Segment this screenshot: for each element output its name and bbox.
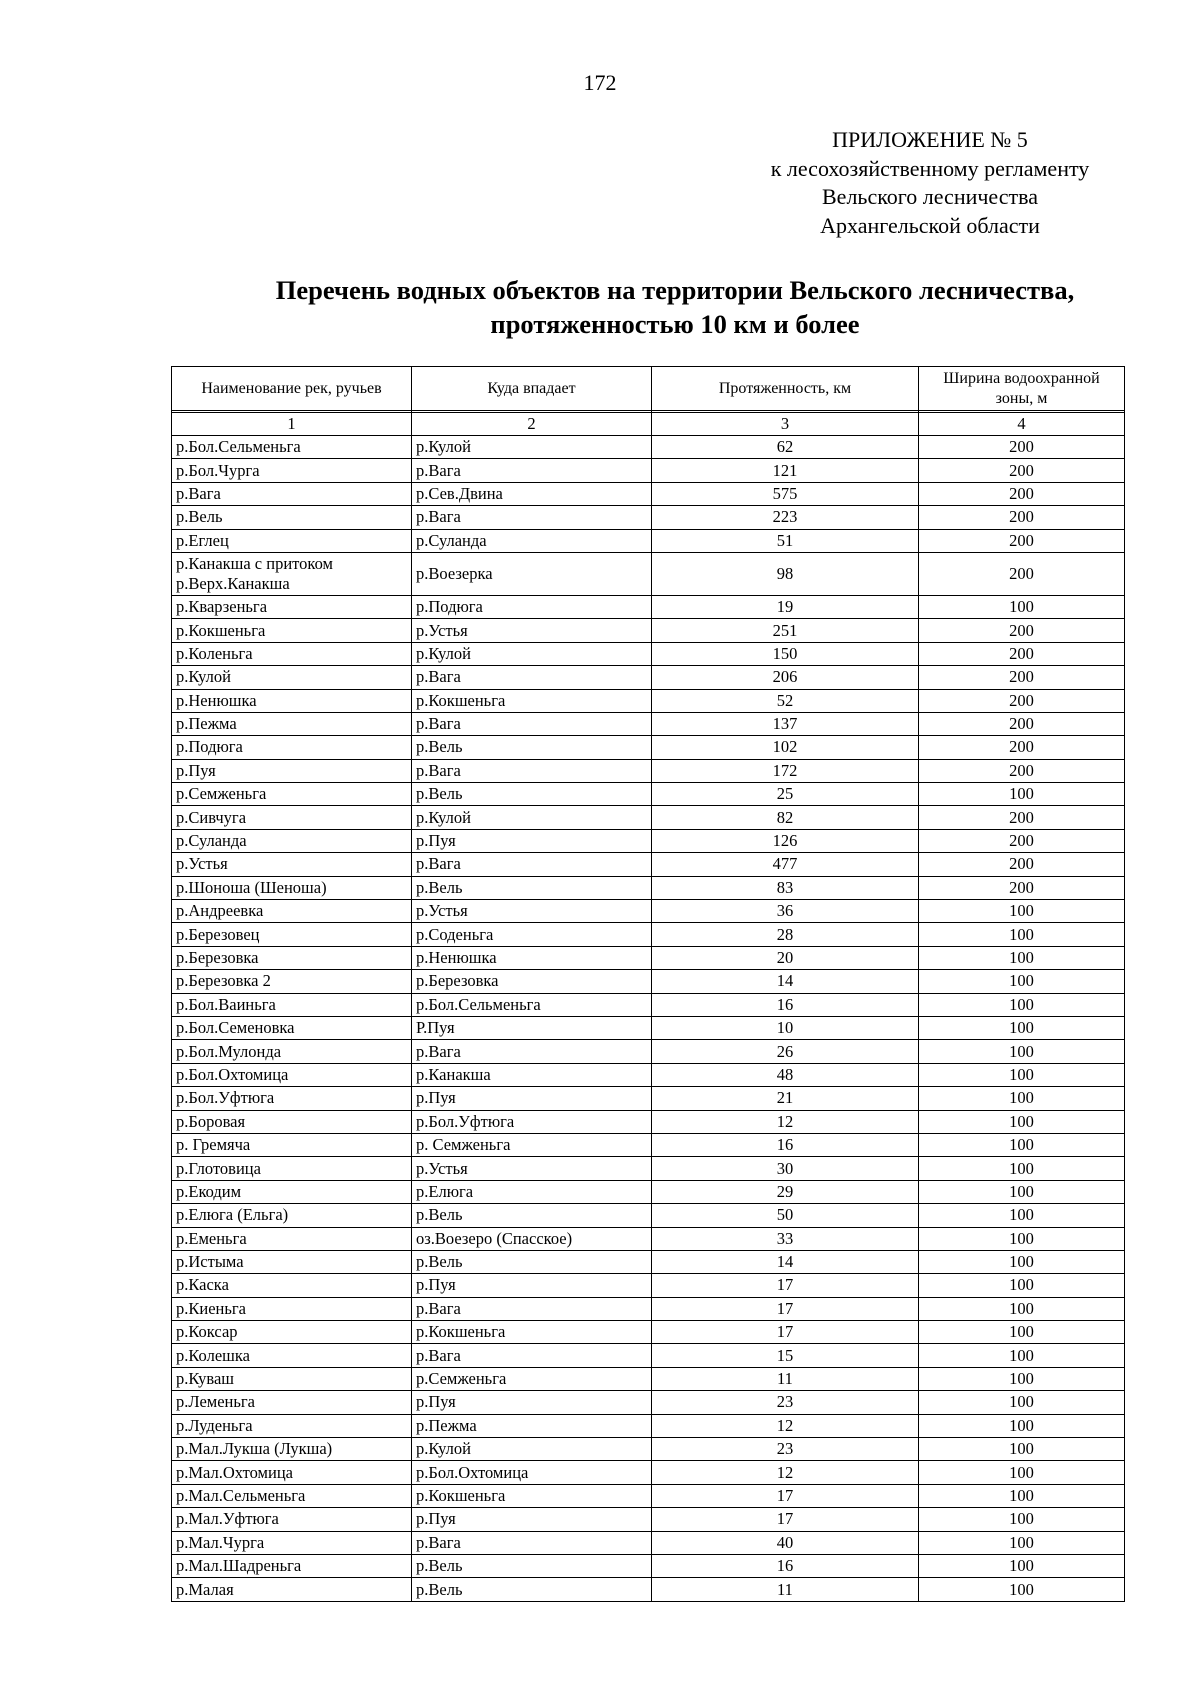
water-object-name: р.Пежма [172, 712, 412, 735]
flows-into: р.Пуя [412, 1508, 652, 1531]
flows-into: р.Устья [412, 1157, 652, 1180]
column-number-row [172, 413, 1125, 436]
length-km: 98 [652, 552, 919, 595]
protection-zone-width: 100 [919, 1180, 1125, 1203]
column-header-length: Протяженность, км [652, 367, 919, 411]
flows-into: р.Вага [412, 712, 652, 735]
length-km: 30 [652, 1157, 919, 1180]
table-row [172, 970, 1125, 993]
length-km: 50 [652, 1204, 919, 1227]
table-row [172, 1367, 1125, 1390]
flows-into: р.Вага [412, 1040, 652, 1063]
protection-zone-width: 200 [919, 853, 1125, 876]
document-title-line: протяженностью 10 км и более [490, 309, 860, 339]
column-header-zone-width: Ширина водоохранной зоны, м [919, 367, 1125, 411]
table-row [172, 993, 1125, 1016]
length-km: 251 [652, 619, 919, 642]
table-row [172, 1438, 1125, 1461]
flows-into: р.Березовка [412, 970, 652, 993]
protection-zone-width: 100 [919, 1438, 1125, 1461]
protection-zone-width: 200 [919, 529, 1125, 552]
water-object-name: р.Березовец [172, 923, 412, 946]
water-object-name: р.Кварзеньга [172, 595, 412, 618]
length-km: 15 [652, 1344, 919, 1367]
length-km: 17 [652, 1297, 919, 1320]
table-row [172, 1578, 1125, 1601]
length-km: 223 [652, 506, 919, 529]
protection-zone-width: 100 [919, 1508, 1125, 1531]
protection-zone-width: 100 [919, 1531, 1125, 1554]
protection-zone-width: 200 [919, 689, 1125, 712]
length-km: 19 [652, 595, 919, 618]
water-object-name: р. Гремяча [172, 1133, 412, 1156]
length-km: 52 [652, 689, 919, 712]
water-object-name: р.Мал.Сельменьга [172, 1484, 412, 1507]
flows-into: р.Вель [412, 1204, 652, 1227]
table-row [172, 1531, 1125, 1554]
protection-zone-width: 100 [919, 1297, 1125, 1320]
table-row [172, 619, 1125, 642]
length-km: 36 [652, 900, 919, 923]
table-row [172, 876, 1125, 899]
table-row [172, 529, 1125, 552]
water-object-name: р.Бол.Сельменьга [172, 436, 412, 459]
length-km: 477 [652, 853, 919, 876]
flows-into: р.Вага [412, 759, 652, 782]
table-row [172, 829, 1125, 852]
table-row [172, 1297, 1125, 1320]
length-km: 150 [652, 642, 919, 665]
column-number: 4 [919, 413, 1125, 436]
flows-into: р. Семженьга [412, 1133, 652, 1156]
flows-into: р.Пуя [412, 1087, 652, 1110]
flows-into: р.Вага [412, 506, 652, 529]
water-object-name: р.Куваш [172, 1367, 412, 1390]
protection-zone-width: 100 [919, 1063, 1125, 1086]
flows-into: р.Вель [412, 876, 652, 899]
water-object-name: р.Леменьга [172, 1391, 412, 1414]
length-km: 40 [652, 1531, 919, 1554]
flows-into: р.Вага [412, 1531, 652, 1554]
table-row [172, 759, 1125, 782]
length-km: 17 [652, 1508, 919, 1531]
length-km: 62 [652, 436, 919, 459]
water-object-name: р.Мал.Шадреньга [172, 1554, 412, 1577]
protection-zone-width: 100 [919, 1204, 1125, 1227]
flows-into: р.Устья [412, 619, 652, 642]
table-row [172, 946, 1125, 969]
water-object-name: р.Андреевка [172, 900, 412, 923]
protection-zone-width: 200 [919, 876, 1125, 899]
water-object-name: р.Ненюшка [172, 689, 412, 712]
table-row [172, 436, 1125, 459]
water-object-name: р.Луденьга [172, 1414, 412, 1437]
water-object-name: р.Канакша с притоком р.Верх.Канакша [172, 552, 412, 595]
table-row [172, 1157, 1125, 1180]
flows-into: р.Вага [412, 1297, 652, 1320]
protection-zone-width: 100 [919, 1367, 1125, 1390]
protection-zone-width: 100 [919, 1344, 1125, 1367]
water-object-name: р.Мал.Лукша (Лукша) [172, 1438, 412, 1461]
flows-into: р.Кокшеньга [412, 689, 652, 712]
flows-into: р.Вель [412, 1578, 652, 1601]
table-row [172, 1414, 1125, 1437]
protection-zone-width: 100 [919, 595, 1125, 618]
flows-into: Р.Пуя [412, 1016, 652, 1039]
flows-into: р.Устья [412, 900, 652, 923]
water-object-name: р.Малая [172, 1578, 412, 1601]
table-row [172, 1508, 1125, 1531]
length-km: 172 [652, 759, 919, 782]
flows-into: р.Подюга [412, 595, 652, 618]
document-title-line: Перечень водных объектов на территории Вельского лесничества, [275, 275, 1075, 305]
protection-zone-width: 100 [919, 783, 1125, 806]
protection-zone-width: 100 [919, 1110, 1125, 1133]
protection-zone-width: 100 [919, 1040, 1125, 1063]
protection-zone-width: 100 [919, 1157, 1125, 1180]
water-object-name: р.Еглец [172, 529, 412, 552]
length-km: 51 [652, 529, 919, 552]
length-km: 28 [652, 923, 919, 946]
protection-zone-width: 200 [919, 436, 1125, 459]
page-number: 172 [583, 70, 617, 95]
water-object-name: р.Вага [172, 482, 412, 505]
flows-into: р.Вага [412, 459, 652, 482]
water-object-name: р.Устья [172, 853, 412, 876]
water-object-name: р.Бол.Ваиньга [172, 993, 412, 1016]
flows-into: р.Кокшеньга [412, 1484, 652, 1507]
water-object-name: р.Пуя [172, 759, 412, 782]
table-row [172, 736, 1125, 759]
length-km: 83 [652, 876, 919, 899]
water-object-name: р.Шоноша (Шеноша) [172, 876, 412, 899]
length-km: 11 [652, 1578, 919, 1601]
water-object-name: р.Киеньга [172, 1297, 412, 1320]
length-km: 21 [652, 1087, 919, 1110]
appendix-header [740, 126, 1120, 240]
protection-zone-width: 100 [919, 1554, 1125, 1577]
appendix-line: к лесохозяйственному регламенту [770, 155, 1090, 181]
water-object-name: р.Бол.Семеновка [172, 1016, 412, 1039]
water-object-name: р.Мал.Охтомица [172, 1461, 412, 1484]
length-km: 126 [652, 829, 919, 852]
length-km: 12 [652, 1110, 919, 1133]
flows-into: р.Бол.Сельменьга [412, 993, 652, 1016]
flows-into: р.Кокшеньга [412, 1321, 652, 1344]
protection-zone-width: 200 [919, 806, 1125, 829]
protection-zone-width: 200 [919, 666, 1125, 689]
table-row [172, 1484, 1125, 1507]
protection-zone-width: 100 [919, 1391, 1125, 1414]
column-number: 3 [652, 413, 919, 436]
length-km: 10 [652, 1016, 919, 1039]
flows-into: р.Пуя [412, 1274, 652, 1297]
water-object-name: р.Коксар [172, 1321, 412, 1344]
table-row [172, 1250, 1125, 1273]
water-object-name: р.Семженьга [172, 783, 412, 806]
length-km: 20 [652, 946, 919, 969]
flows-into: р.Кулой [412, 806, 652, 829]
table-row [172, 552, 1125, 595]
length-km: 23 [652, 1391, 919, 1414]
length-km: 14 [652, 970, 919, 993]
protection-zone-width: 100 [919, 900, 1125, 923]
flows-into: р.Вага [412, 666, 652, 689]
flows-into: р.Бол.Уфтюга [412, 1110, 652, 1133]
flows-into: р.Пуя [412, 829, 652, 852]
table-row [172, 506, 1125, 529]
flows-into: р.Ненюшка [412, 946, 652, 969]
table-row [172, 900, 1125, 923]
water-object-name: р.Истыма [172, 1250, 412, 1273]
table-row [172, 689, 1125, 712]
water-object-name: р.Березовка [172, 946, 412, 969]
table-row [172, 1344, 1125, 1367]
protection-zone-width: 100 [919, 1484, 1125, 1507]
water-object-name: р.Суланда [172, 829, 412, 852]
table-row [172, 1554, 1125, 1577]
length-km: 48 [652, 1063, 919, 1086]
table-row [172, 1087, 1125, 1110]
table-row [172, 1110, 1125, 1133]
protection-zone-width: 200 [919, 642, 1125, 665]
length-km: 16 [652, 1133, 919, 1156]
document-title [170, 273, 1180, 341]
water-object-name: р.Бол.Охтомица [172, 1063, 412, 1086]
water-object-name: р.Екодим [172, 1180, 412, 1203]
flows-into: р.Суланда [412, 529, 652, 552]
table-row [172, 482, 1125, 505]
flows-into: р.Вель [412, 1554, 652, 1577]
table-row [172, 459, 1125, 482]
table-row [172, 806, 1125, 829]
column-header-outflow: Куда впадает [412, 367, 652, 411]
water-object-name: р.Колешка [172, 1344, 412, 1367]
water-object-name: р.Вель [172, 506, 412, 529]
protection-zone-width: 100 [919, 1087, 1125, 1110]
length-km: 14 [652, 1250, 919, 1273]
flows-into: р.Кулой [412, 642, 652, 665]
flows-into: р.Вель [412, 783, 652, 806]
table-row [172, 1461, 1125, 1484]
protection-zone-width: 100 [919, 923, 1125, 946]
protection-zone-width: 100 [919, 1461, 1125, 1484]
length-km: 206 [652, 666, 919, 689]
water-object-name: р.Кокшеньга [172, 619, 412, 642]
water-object-name: р.Сивчуга [172, 806, 412, 829]
table-row [172, 1227, 1125, 1250]
protection-zone-width: 200 [919, 619, 1125, 642]
appendix-line: Архангельской области [820, 212, 1040, 238]
table-row [172, 595, 1125, 618]
table-row [172, 712, 1125, 735]
flows-into: р.Вель [412, 1250, 652, 1273]
table-header-row [172, 367, 1125, 411]
water-object-name: р.Елюга (Ельга) [172, 1204, 412, 1227]
length-km: 29 [652, 1180, 919, 1203]
table-row [172, 853, 1125, 876]
column-number: 1 [172, 413, 412, 436]
water-object-name: р.Березовка 2 [172, 970, 412, 993]
column-header-name: Наименование рек, ручьев [172, 367, 412, 411]
table-row [172, 1040, 1125, 1063]
protection-zone-width: 100 [919, 1578, 1125, 1601]
protection-zone-width: 200 [919, 506, 1125, 529]
water-object-name: р.Бол.Мулонда [172, 1040, 412, 1063]
length-km: 16 [652, 993, 919, 1016]
water-object-name: р.Мал.Уфтюга [172, 1508, 412, 1531]
flows-into: р.Кулой [412, 1438, 652, 1461]
water-object-name: р.Каска [172, 1274, 412, 1297]
protection-zone-width: 200 [919, 829, 1125, 852]
appendix-title: ПРИЛОЖЕНИЕ № 5 [832, 127, 1028, 152]
protection-zone-width: 100 [919, 946, 1125, 969]
appendix-line: Вельского лесничества [822, 184, 1038, 209]
water-object-name: р.Мал.Чурга [172, 1531, 412, 1554]
protection-zone-width: 200 [919, 552, 1125, 595]
flows-into: р.Вага [412, 1344, 652, 1367]
table-body [172, 436, 1125, 1602]
protection-zone-width: 200 [919, 712, 1125, 735]
table-row [172, 1180, 1125, 1203]
length-km: 102 [652, 736, 919, 759]
length-km: 12 [652, 1414, 919, 1437]
flows-into: р.Сев.Двина [412, 482, 652, 505]
water-object-name: р.Боровая [172, 1110, 412, 1133]
flows-into: р.Пежма [412, 1414, 652, 1437]
length-km: 17 [652, 1274, 919, 1297]
protection-zone-width: 100 [919, 1227, 1125, 1250]
length-km: 575 [652, 482, 919, 505]
protection-zone-width: 100 [919, 993, 1125, 1016]
water-object-name: р.Глотовица [172, 1157, 412, 1180]
water-object-name: р.Бол.Чурга [172, 459, 412, 482]
flows-into: оз.Воезеро (Спасское) [412, 1227, 652, 1250]
protection-zone-width: 100 [919, 970, 1125, 993]
protection-zone-width: 100 [919, 1321, 1125, 1344]
length-km: 137 [652, 712, 919, 735]
table-row [172, 783, 1125, 806]
water-object-name: р.Подюга [172, 736, 412, 759]
table-row [172, 1063, 1125, 1086]
table-row [172, 1016, 1125, 1039]
flows-into: р.Воезерка [412, 552, 652, 595]
flows-into: р.Канакша [412, 1063, 652, 1086]
flows-into: р.Вага [412, 853, 652, 876]
flows-into: р.Пуя [412, 1391, 652, 1414]
table-row [172, 1204, 1125, 1227]
flows-into: р.Вель [412, 736, 652, 759]
flows-into: р.Бол.Охтомица [412, 1461, 652, 1484]
protection-zone-width: 100 [919, 1016, 1125, 1039]
protection-zone-width: 200 [919, 482, 1125, 505]
length-km: 26 [652, 1040, 919, 1063]
water-object-name: р.Еменьга [172, 1227, 412, 1250]
protection-zone-width: 100 [919, 1414, 1125, 1437]
table-row [172, 666, 1125, 689]
length-km: 25 [652, 783, 919, 806]
table-row [172, 1133, 1125, 1156]
water-object-name: р.Бол.Уфтюга [172, 1087, 412, 1110]
flows-into: р.Елюга [412, 1180, 652, 1203]
table-row [172, 923, 1125, 946]
protection-zone-width: 100 [919, 1274, 1125, 1297]
water-object-name: р.Коленьга [172, 642, 412, 665]
table-row [172, 642, 1125, 665]
protection-zone-width: 200 [919, 759, 1125, 782]
length-km: 23 [652, 1438, 919, 1461]
table-row [172, 1391, 1125, 1414]
flows-into: р.Семженьга [412, 1367, 652, 1390]
protection-zone-width: 200 [919, 459, 1125, 482]
length-km: 121 [652, 459, 919, 482]
length-km: 16 [652, 1554, 919, 1577]
water-object-name: р.Кулой [172, 666, 412, 689]
length-km: 33 [652, 1227, 919, 1250]
column-number: 2 [412, 413, 652, 436]
protection-zone-width: 100 [919, 1250, 1125, 1273]
length-km: 82 [652, 806, 919, 829]
table-row [172, 1321, 1125, 1344]
protection-zone-width: 200 [919, 736, 1125, 759]
flows-into: р.Соденьга [412, 923, 652, 946]
flows-into: р.Кулой [412, 436, 652, 459]
table-row [172, 1274, 1125, 1297]
protection-zone-width: 100 [919, 1133, 1125, 1156]
length-km: 17 [652, 1321, 919, 1344]
length-km: 12 [652, 1461, 919, 1484]
water-objects-table [171, 366, 1125, 1602]
length-km: 11 [652, 1367, 919, 1390]
length-km: 17 [652, 1484, 919, 1507]
